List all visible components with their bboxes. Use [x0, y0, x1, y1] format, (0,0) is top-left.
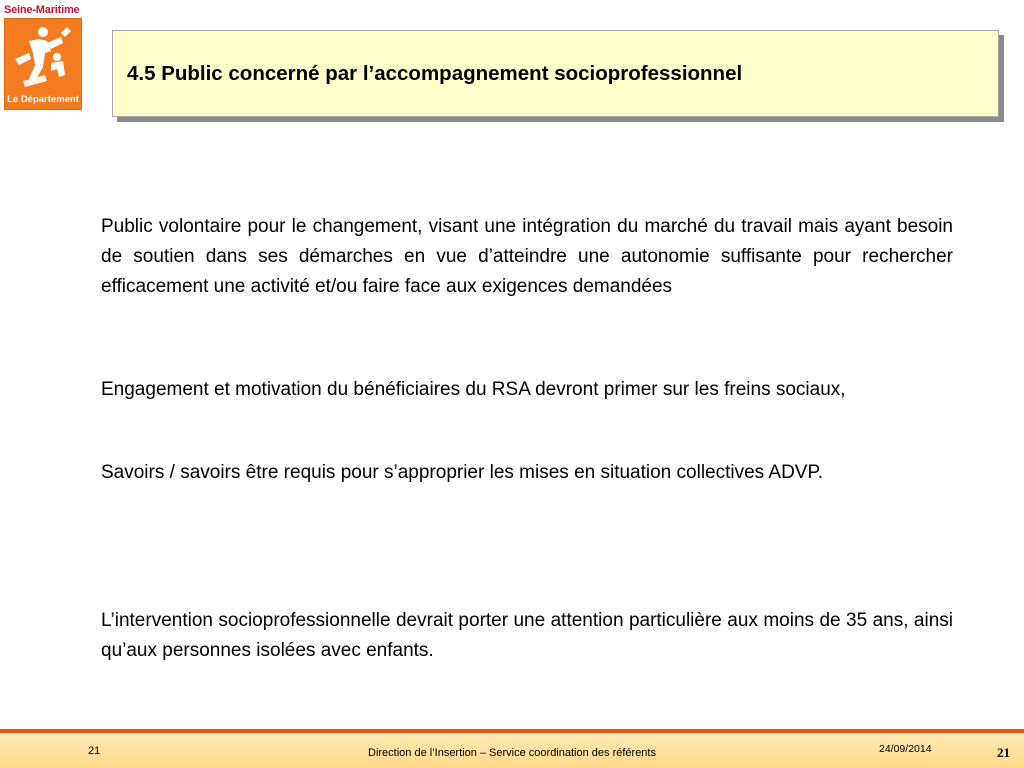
- paragraph-public-volontaire: Public volontaire pour le changement, visant une intégration du marché du travail mais ayant besoin de soutien dans ses démarches en vue d’atteindre une autonomie suffisante pour rechercher efficacement une activité et/ou faire face aux exigences demandées: [101, 216, 953, 297]
- footer-department-text: Direction de l’Insertion – Service coordination des référents: [368, 747, 656, 759]
- logo-top-text: Seine-Maritime: [4, 4, 80, 16]
- footer-page-number: 21: [997, 745, 1010, 760]
- seine-maritime-logo: [4, 2, 82, 110]
- footer-date: 24/09/2014: [879, 743, 932, 755]
- title-box: [112, 30, 999, 117]
- logo-bottom-text: Le Département: [7, 94, 79, 105]
- footer-slide-number: 21: [88, 745, 101, 757]
- paragraph-engagement: Engagement et motivation du bénéficiaires du RSA devront primer sur les freins sociaux,: [101, 379, 846, 400]
- paragraph-savoirs: Savoirs / savoirs être requis pour s’approprier les mises en situation collectives ADVP.: [101, 462, 823, 483]
- logo-emblem: [4, 18, 82, 110]
- paragraph-intervention: L’intervention socioprofessionnelle devrait porter une attention particulière aux moins de 35 ans, ainsi qu’aux personnes isolées avec enfants.: [101, 610, 953, 661]
- slide-title: 4.5 Public concerné par l’accompagnement socioprofessionnel: [127, 61, 743, 85]
